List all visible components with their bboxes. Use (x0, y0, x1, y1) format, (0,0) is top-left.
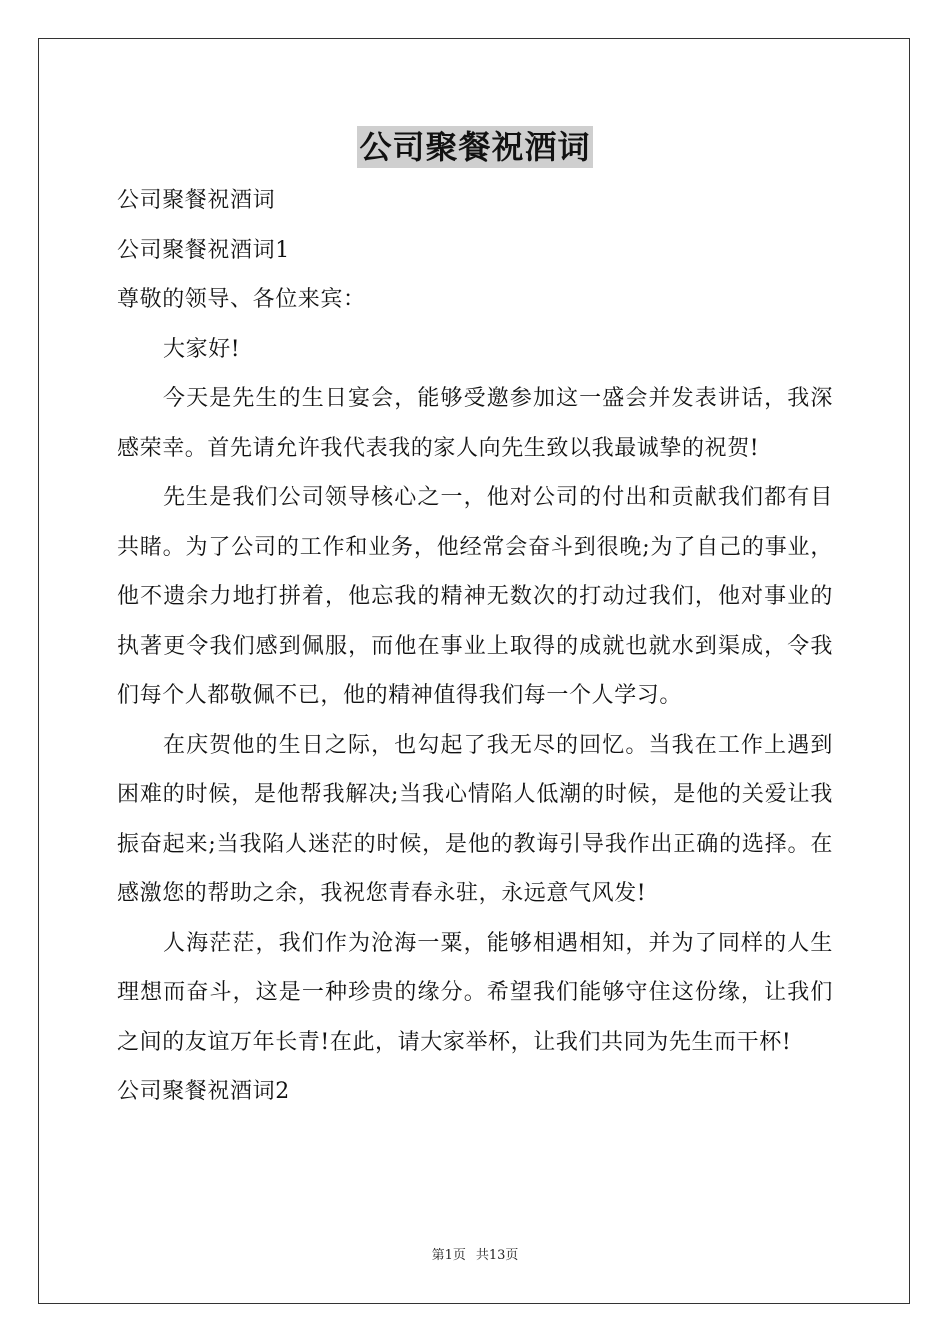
paragraph-greeting: 大家好! (163, 336, 241, 362)
paragraph-body: 先生是我们公司领导核心之一，他对公司的付出和贡献我们都有目共睹。为了公司的工作和业务，他经常会奋斗到很晚;为了自己的事业，他不遗余力地打拼着，他忘我的精神无数次的打动过我们，他对事业的执著更令我们感到佩服，而他在事业上取得的成就也就水到渠成，令我们每个人都敬佩不已，他的精神值得我们每一个人学习。 (117, 485, 833, 708)
page-number: 第1页 (431, 1248, 466, 1263)
paragraph-body: 今天是先生的生日宴会，能够受邀参加这一盛会并发表讲话，我深感荣幸。首先请允许我代表我的家人向先生致以我最诚挚的祝贺! (117, 386, 833, 461)
paragraph-section-title-2: 公司聚餐祝酒词2 (117, 1079, 290, 1104)
page-total: 共13页 (475, 1248, 519, 1263)
document-title-text: 公司聚餐祝酒词 (359, 128, 591, 166)
paragraph-body: 在庆贺他的生日之际，也勾起了我无尽的回忆。当我在工作上遇到困难的时候，是他帮我解决;当我心情陷人低潮的时候，是他的关爱让我振奋起来;当我陷人迷茫的时候，是他的教诲引导我作出正确的选择。在感激您的帮助之余，我祝您青春永驻，永远意气风发! (117, 732, 833, 906)
document-title (0, 126, 950, 168)
paragraph-body: 人海茫茫，我们作为沧海一粟，能够相遇相知，并为了同样的人生理想而奋斗，这是一种珍贵的缘分。希望我们能够守住这份缘，让我们之间的友谊万年长青!在此，请大家举杯，让我们共同为先生而干杯! (117, 930, 833, 1055)
page-footer (0, 1247, 950, 1265)
document-body (117, 176, 833, 1117)
paragraph-section-title-1: 公司聚餐祝酒词1 (117, 237, 290, 263)
paragraph-heading: 公司聚餐祝酒词 (117, 188, 276, 213)
paragraph-salutation: 尊敬的领导、各位来宾： (117, 287, 366, 312)
